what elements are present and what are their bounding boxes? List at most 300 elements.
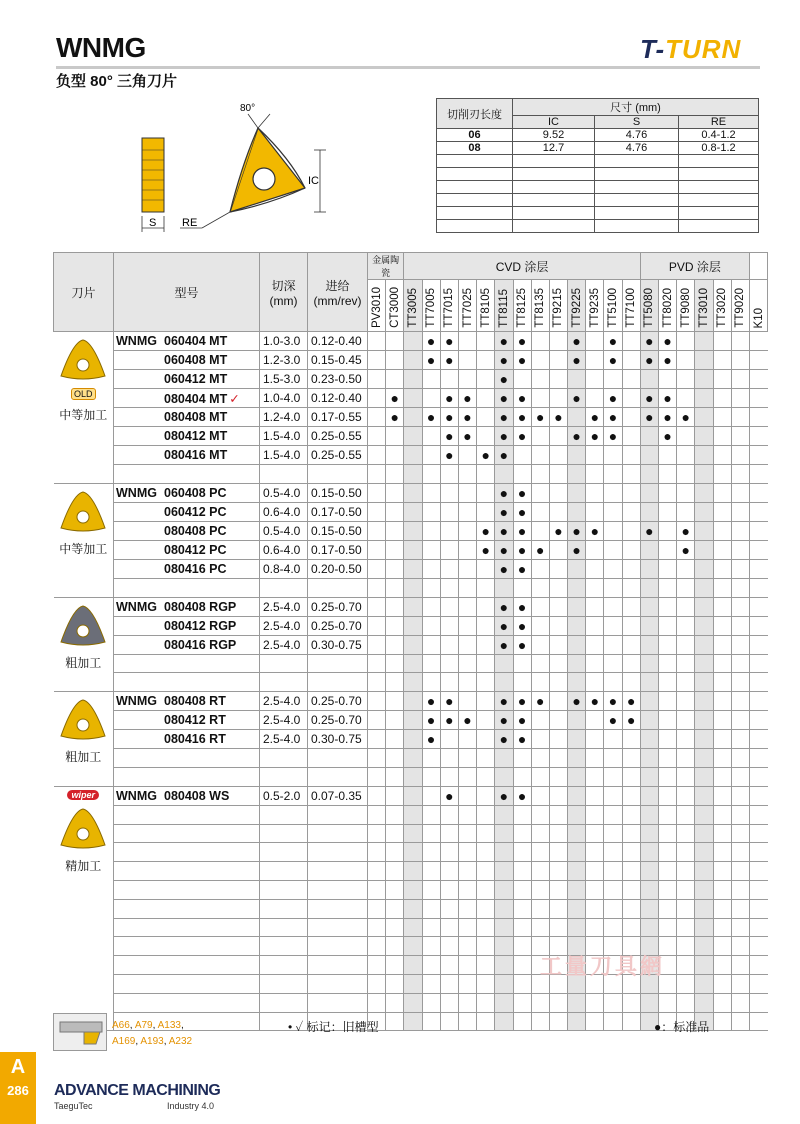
grade-cell xyxy=(568,370,586,389)
grade-cell xyxy=(513,805,531,824)
grade-cell xyxy=(713,502,731,521)
grade-cell xyxy=(513,654,531,673)
grade-cell xyxy=(695,521,713,540)
grade-cell xyxy=(731,899,749,918)
grade-cell xyxy=(695,559,713,578)
stock-dot: ● xyxy=(426,731,436,748)
dim-empty-cell xyxy=(679,207,759,220)
model-prefix: WNMG xyxy=(116,599,157,614)
grade-cell xyxy=(477,805,495,824)
grade-label: TT5080 xyxy=(643,288,656,328)
grade-cell xyxy=(477,974,495,993)
feed-cell: 0.17-0.50 xyxy=(308,540,368,559)
grade-cell xyxy=(695,370,713,389)
grade-cell xyxy=(368,654,386,673)
grade-cell xyxy=(477,502,495,521)
insert-image-cell xyxy=(54,483,114,597)
stock-dot: ● xyxy=(590,522,600,539)
grade-cell xyxy=(659,673,677,692)
grade-cell xyxy=(586,862,604,881)
grade-cell xyxy=(677,427,695,446)
grade-cell xyxy=(477,824,495,843)
stock-dot: ● xyxy=(663,333,672,349)
table-row xyxy=(54,578,768,597)
grade-cell xyxy=(422,993,440,1012)
grade-cell xyxy=(604,540,622,559)
grade-cell xyxy=(586,805,604,824)
grade-cell xyxy=(731,408,749,427)
grade-cell xyxy=(458,730,476,749)
feed-cell: 0.15-0.50 xyxy=(308,483,368,502)
grade-cell xyxy=(531,805,549,824)
grade-cell xyxy=(749,749,767,768)
grade-cell xyxy=(568,918,586,937)
grade-cell xyxy=(713,654,731,673)
model-cell xyxy=(114,540,260,559)
grade-cell xyxy=(713,521,731,540)
grade-cell xyxy=(659,824,677,843)
model-cell xyxy=(114,408,260,427)
grade-cell xyxy=(731,540,749,559)
grade-cell xyxy=(713,616,731,635)
grade-cell xyxy=(422,483,440,502)
grade-cell xyxy=(677,654,695,673)
model-code: 060408 PC xyxy=(164,485,227,500)
grade-cell xyxy=(622,578,640,597)
grade-cell xyxy=(713,465,731,484)
grade-cell xyxy=(422,899,440,918)
stock-dot: ● xyxy=(681,541,691,558)
ref-link[interactable]: A66 xyxy=(112,1020,130,1031)
grade-cell xyxy=(695,880,713,899)
grade-cell xyxy=(731,635,749,654)
stock-dot: ● xyxy=(426,409,436,425)
table-row xyxy=(54,616,768,635)
grade-cell xyxy=(749,673,767,692)
grade-cell xyxy=(513,446,531,465)
grade-cell xyxy=(586,465,604,484)
grade-cell xyxy=(586,446,604,465)
grade-cell xyxy=(640,805,658,824)
grade-header xyxy=(622,280,640,332)
col-header-model: 型号 xyxy=(114,253,260,332)
grade-cell xyxy=(458,956,476,975)
grade-cell xyxy=(604,559,622,578)
stock-dot: ● xyxy=(645,333,654,349)
grade-cell xyxy=(386,749,404,768)
grade-cell xyxy=(713,937,731,956)
grade-cell xyxy=(440,899,458,918)
model-cell xyxy=(114,974,260,993)
table-row xyxy=(54,880,768,899)
grade-cell xyxy=(695,730,713,749)
grade-cell xyxy=(386,465,404,484)
grade-cell xyxy=(659,899,677,918)
grade-cell xyxy=(495,937,513,956)
grade-cell xyxy=(677,483,695,502)
grade-cell xyxy=(477,918,495,937)
grade-cell xyxy=(440,597,458,616)
grade-label: K10 xyxy=(752,307,765,328)
grade-cell xyxy=(695,616,713,635)
grade-cell xyxy=(731,805,749,824)
grade-cell xyxy=(622,730,640,749)
grade-cell xyxy=(586,767,604,786)
grade-cell xyxy=(731,843,749,862)
depth-cell xyxy=(260,862,308,881)
grade-cell xyxy=(586,843,604,862)
grade-cell xyxy=(549,389,567,408)
table-row xyxy=(54,786,768,805)
grade-cell xyxy=(549,880,567,899)
grade-cell xyxy=(749,805,767,824)
grade-cell xyxy=(531,578,549,597)
dim-empty-cell xyxy=(679,168,759,181)
stock-dot: ● xyxy=(517,352,527,368)
legend-old-groove: • ✓ 标记：旧槽型 xyxy=(288,1020,379,1034)
grade-cell xyxy=(440,993,458,1012)
feed-cell: 0.25-0.70 xyxy=(308,692,368,711)
grade-cell xyxy=(368,767,386,786)
grade-cell xyxy=(386,635,404,654)
model-code: 060404 MT xyxy=(164,334,228,348)
model-cell xyxy=(114,824,260,843)
grade-cell xyxy=(495,711,513,730)
grade-cell xyxy=(440,559,458,578)
grade-cell xyxy=(677,351,695,370)
ref-link[interactable]: A133 xyxy=(157,1020,181,1031)
ref-link[interactable]: A232 xyxy=(168,1036,193,1047)
grade-cell xyxy=(458,899,476,918)
model-cell xyxy=(114,521,260,540)
grade-cell xyxy=(404,862,422,881)
dim-empty-cell xyxy=(513,207,595,220)
grade-cell xyxy=(659,730,677,749)
grade-cell xyxy=(477,635,495,654)
grade-cell xyxy=(386,692,404,711)
feed-cell xyxy=(308,654,368,673)
grade-cell xyxy=(422,786,440,805)
stock-dot: ● xyxy=(554,522,563,539)
grade-cell xyxy=(495,389,513,408)
grade-cell xyxy=(549,370,567,389)
grade-cell xyxy=(531,673,549,692)
grade-cell xyxy=(713,711,731,730)
grade-cell xyxy=(404,332,422,351)
grade-cell xyxy=(713,540,731,559)
turning-tool-icon xyxy=(53,1013,107,1051)
grade-cell xyxy=(713,805,731,824)
grade-cell xyxy=(622,635,640,654)
grade-cell xyxy=(586,389,604,408)
group-header-pvd: PVD 涂层 xyxy=(640,253,749,280)
grade-cell xyxy=(622,502,640,521)
grade-header xyxy=(713,280,731,332)
insert-photo-icon xyxy=(57,336,109,384)
model-cell xyxy=(114,559,260,578)
grade-cell xyxy=(404,521,422,540)
grade-label: TT3020 xyxy=(716,288,729,328)
grade-cell xyxy=(386,427,404,446)
grade-cell xyxy=(549,862,567,881)
dim-empty-cell xyxy=(513,155,595,168)
grade-cell xyxy=(531,862,549,881)
model-cell xyxy=(114,654,260,673)
grade-cell xyxy=(477,408,495,427)
grade-cell xyxy=(404,956,422,975)
model-cell xyxy=(114,446,260,465)
grade-cell xyxy=(549,616,567,635)
depth-cell xyxy=(260,937,308,956)
grade-cell xyxy=(640,711,658,730)
grade-cell xyxy=(586,824,604,843)
grade-cell xyxy=(513,578,531,597)
feed-cell xyxy=(308,899,368,918)
grade-cell xyxy=(586,332,604,351)
grade-cell xyxy=(659,597,677,616)
grade-cell xyxy=(386,351,404,370)
grade-cell xyxy=(659,692,677,711)
grade-cell xyxy=(440,974,458,993)
grade-cell xyxy=(622,711,640,730)
table-row xyxy=(54,465,768,484)
dim-ic-cell: 9.52 xyxy=(513,129,595,142)
grade-cell xyxy=(368,332,386,351)
grade-cell xyxy=(713,1012,731,1031)
grade-cell xyxy=(513,730,531,749)
grade-cell xyxy=(731,824,749,843)
col-header-depth xyxy=(260,253,308,332)
grade-cell xyxy=(604,993,622,1012)
grade-cell xyxy=(731,767,749,786)
grade-cell xyxy=(622,1012,640,1031)
grade-cell xyxy=(640,824,658,843)
stock-dot: ● xyxy=(681,522,691,539)
grade-cell xyxy=(713,786,731,805)
ref-link[interactable]: A79 xyxy=(134,1020,153,1031)
grade-cell xyxy=(749,351,767,370)
grade-cell xyxy=(513,862,531,881)
stock-dot: ● xyxy=(517,541,527,558)
grade-cell xyxy=(731,427,749,446)
table-row xyxy=(54,673,768,692)
dim-header-edge: 切削刃长度 xyxy=(437,99,513,129)
grade-cell xyxy=(513,749,531,768)
grade-cell xyxy=(531,540,549,559)
grade-cell xyxy=(513,786,531,805)
grade-cell xyxy=(477,540,495,559)
depth-cell xyxy=(260,465,308,484)
grade-cell xyxy=(640,692,658,711)
grade-cell xyxy=(731,730,749,749)
grade-cell xyxy=(458,521,476,540)
grade-cell xyxy=(386,1012,404,1031)
grade-cell xyxy=(549,749,567,768)
grade-cell xyxy=(386,993,404,1012)
model-cell xyxy=(114,899,260,918)
grade-cell xyxy=(458,974,476,993)
model-code: 080416 RGP xyxy=(164,637,237,652)
grade-cell xyxy=(368,993,386,1012)
grade-cell xyxy=(604,597,622,616)
grade-cell xyxy=(368,502,386,521)
grade-cell xyxy=(531,843,549,862)
grade-cell xyxy=(677,974,695,993)
ref-link[interactable]: A169 xyxy=(112,1036,136,1047)
feed-cell xyxy=(308,673,368,692)
model-cell xyxy=(114,749,260,768)
model-cell xyxy=(114,673,260,692)
stock-dot: ● xyxy=(517,731,527,748)
grade-header xyxy=(749,280,767,332)
depth-cell xyxy=(260,767,308,786)
grade-cell xyxy=(659,711,677,730)
grade-cell xyxy=(440,465,458,484)
grade-cell xyxy=(640,446,658,465)
grade-cell xyxy=(586,616,604,635)
grade-cell xyxy=(677,389,695,408)
grade-cell xyxy=(458,880,476,899)
grade-cell xyxy=(695,786,713,805)
grade-cell xyxy=(695,711,713,730)
tool-holder-icon xyxy=(54,1014,106,1050)
model-code: 080416 RT xyxy=(164,732,226,747)
model-cell xyxy=(114,616,260,635)
grade-cell xyxy=(495,370,513,389)
grade-header xyxy=(659,280,677,332)
grade-cell xyxy=(677,408,695,427)
grade-cell xyxy=(422,635,440,654)
grade-cell xyxy=(495,956,513,975)
dim-empty-cell xyxy=(595,155,679,168)
grade-cell xyxy=(404,749,422,768)
table-row xyxy=(54,446,768,465)
grade-cell xyxy=(695,899,713,918)
grade-cell xyxy=(659,786,677,805)
grade-cell xyxy=(422,1012,440,1031)
grade-cell xyxy=(659,993,677,1012)
grade-cell xyxy=(549,540,567,559)
grade-label: TT9215 xyxy=(552,288,565,328)
grade-header xyxy=(604,280,622,332)
grade-label: TT9235 xyxy=(588,288,601,328)
grade-cell xyxy=(386,616,404,635)
dim-empty-cell xyxy=(513,168,595,181)
grade-cell xyxy=(440,824,458,843)
stock-dot: ● xyxy=(426,352,436,368)
grade-cell xyxy=(386,824,404,843)
machining-type-label: 精加工 xyxy=(65,858,102,873)
grade-cell xyxy=(640,730,658,749)
grade-cell xyxy=(640,389,658,408)
grade-cell xyxy=(440,767,458,786)
grade-cell xyxy=(368,635,386,654)
grade-cell xyxy=(731,974,749,993)
grade-cell xyxy=(677,465,695,484)
grade-header xyxy=(549,280,567,332)
feed-cell xyxy=(308,862,368,881)
grade-cell xyxy=(749,559,767,578)
brand-logo-part-b: TURN xyxy=(665,34,742,64)
model-prefix: WNMG xyxy=(116,334,157,348)
grade-cell xyxy=(604,730,622,749)
dim-empty-cell xyxy=(437,207,513,220)
stock-dot: ● xyxy=(499,390,509,406)
grade-cell xyxy=(531,1012,549,1031)
grade-cell xyxy=(477,578,495,597)
grade-cell xyxy=(368,692,386,711)
depth-cell: 2.5-4.0 xyxy=(260,711,308,730)
grade-cell xyxy=(368,351,386,370)
grade-label: TT7015 xyxy=(443,288,456,328)
stock-dot: ● xyxy=(517,484,527,501)
feed-cell: 0.17-0.50 xyxy=(308,502,368,521)
grade-cell xyxy=(749,654,767,673)
grade-cell xyxy=(404,824,422,843)
grade-cell xyxy=(404,899,422,918)
grade-cell xyxy=(677,597,695,616)
stock-dot: ● xyxy=(572,693,581,710)
grade-header xyxy=(677,280,695,332)
grade-cell xyxy=(731,862,749,881)
grade-cell xyxy=(458,786,476,805)
dim-empty-cell xyxy=(595,220,679,233)
grade-label: TT9225 xyxy=(570,288,583,328)
feed-cell: 0.07-0.35 xyxy=(308,786,368,805)
grade-label: TT9020 xyxy=(734,288,747,328)
grade-cell xyxy=(568,635,586,654)
grade-cell xyxy=(422,332,440,351)
grade-cell xyxy=(513,767,531,786)
dim-empty-cell xyxy=(595,207,679,220)
ref-link[interactable]: A193 xyxy=(140,1036,164,1047)
grade-cell xyxy=(586,993,604,1012)
dim-empty-cell xyxy=(437,220,513,233)
grade-cell xyxy=(568,730,586,749)
grade-cell xyxy=(368,862,386,881)
grade-cell xyxy=(568,483,586,502)
grade-cell xyxy=(586,408,604,427)
grade-cell xyxy=(695,332,713,351)
grade-cell xyxy=(549,635,567,654)
grade-cell xyxy=(513,370,531,389)
grade-cell xyxy=(368,711,386,730)
grade-cell xyxy=(604,521,622,540)
page-section-letter: A xyxy=(10,1056,26,1078)
grade-cell xyxy=(586,427,604,446)
grade-cell xyxy=(422,749,440,768)
grade-cell xyxy=(604,673,622,692)
insert-image-cell xyxy=(54,692,114,787)
grade-cell xyxy=(677,993,695,1012)
grade-cell xyxy=(458,635,476,654)
grade-cell xyxy=(458,767,476,786)
grade-cell xyxy=(622,862,640,881)
grade-cell xyxy=(422,730,440,749)
feed-cell: 0.25-0.70 xyxy=(308,616,368,635)
table-row xyxy=(54,824,768,843)
grade-cell xyxy=(495,540,513,559)
grade-cell xyxy=(695,597,713,616)
grade-cell xyxy=(604,805,622,824)
grade-cell xyxy=(404,805,422,824)
grade-cell xyxy=(386,540,404,559)
grade-cell xyxy=(622,880,640,899)
grade-cell xyxy=(604,862,622,881)
table-row xyxy=(54,711,768,730)
grade-header xyxy=(386,280,404,332)
grade-cell xyxy=(749,521,767,540)
